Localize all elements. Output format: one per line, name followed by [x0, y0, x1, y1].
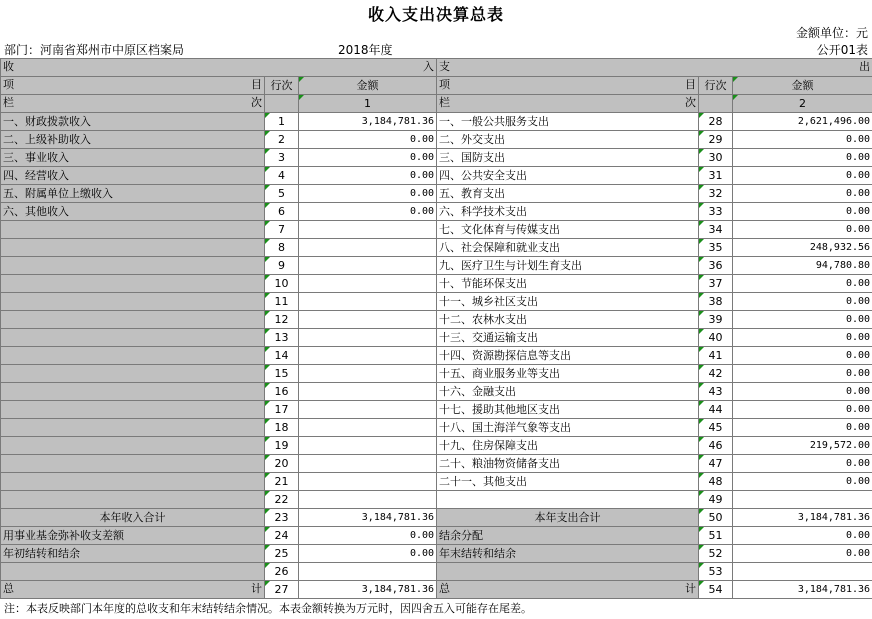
- expense-amount: 3,184,781.36: [733, 509, 872, 527]
- report-year: 2018年度: [338, 43, 393, 57]
- expense-line-no: 37: [699, 275, 733, 293]
- expense-grand-total-label: [437, 581, 699, 599]
- income-header-right: 入: [423, 60, 435, 73]
- income-item-label: [1, 221, 265, 239]
- expense-line-no: 32: [699, 185, 733, 203]
- income-item-label: [1, 293, 265, 311]
- amount-unit: 金额单位：元: [795, 26, 868, 40]
- income-line-no: 18: [265, 419, 299, 437]
- item-header-right: 目: [685, 78, 697, 91]
- expense-line-no: 40: [699, 329, 733, 347]
- expense-item-label: 十一、城乡社区支出: [437, 293, 699, 311]
- income-line-no: 3: [265, 149, 299, 167]
- income-item-label: [1, 329, 265, 347]
- income-amount: 0.00: [299, 545, 437, 563]
- income-line-no: 17: [265, 401, 299, 419]
- expense-item-label: 十三、交通运输支出: [437, 329, 699, 347]
- expense-line-no: 44: [699, 401, 733, 419]
- expense-line-no: 48: [699, 473, 733, 491]
- col-label-right: 次: [685, 96, 697, 109]
- expense-item-label: 十七、援助其他地区支出: [437, 401, 699, 419]
- expense-line-no: 34: [699, 221, 733, 239]
- col-label-left: 栏: [439, 96, 451, 109]
- income-total-label: 本年收入合计: [1, 509, 265, 527]
- income-item-label: 二、上级补助收入: [1, 131, 265, 149]
- income-amount: [299, 293, 437, 311]
- expense-item-label: 十八、国土海洋气象等支出: [437, 419, 699, 437]
- expense-amount: 0.00: [733, 419, 872, 437]
- income-line-no: 22: [265, 491, 299, 509]
- expense-item-label: 十二、农林水支出: [437, 311, 699, 329]
- table-row: [1, 149, 872, 167]
- income-item-label: [1, 365, 265, 383]
- expense-amount: 0.00: [733, 527, 872, 545]
- income-item-label: 六、其他收入: [1, 203, 265, 221]
- table-row: [1, 437, 872, 455]
- income-amount: 0.00: [299, 149, 437, 167]
- expense-amount-header: 金额: [733, 77, 872, 95]
- expense-amount: 0.00: [733, 455, 872, 473]
- income-amount: [299, 491, 437, 509]
- header-row-income-expense: [1, 59, 872, 77]
- expense-amount: 0.00: [733, 311, 872, 329]
- expense-amount: 0.00: [733, 365, 872, 383]
- income-item-label: [1, 311, 265, 329]
- table-row: [1, 383, 872, 401]
- income-total-label: 用事业基金弥补收支差额: [1, 527, 265, 545]
- income-amount: [299, 365, 437, 383]
- income-grand-total-label: [1, 581, 265, 599]
- income-line-no: 7: [265, 221, 299, 239]
- expense-amount: 0.00: [733, 149, 872, 167]
- income-line-no: 27: [265, 581, 299, 599]
- income-amount: [299, 257, 437, 275]
- expense-line-no: 36: [699, 257, 733, 275]
- expense-total-label: 年末结转和结余: [437, 545, 699, 563]
- expense-amount: 0.00: [733, 275, 872, 293]
- income-line-no: 9: [265, 257, 299, 275]
- table-row: [1, 221, 872, 239]
- income-amount: [299, 275, 437, 293]
- expense-header: [437, 59, 872, 77]
- income-line-no: 20: [265, 455, 299, 473]
- expense-line-no: 53: [699, 563, 733, 581]
- income-total-label: [1, 563, 265, 581]
- expense-line-no: 39: [699, 311, 733, 329]
- expense-amount: [733, 491, 872, 509]
- income-line-no: 25: [265, 545, 299, 563]
- income-amount: [299, 473, 437, 491]
- expense-amount: 0.00: [733, 401, 872, 419]
- income-amount: [299, 311, 437, 329]
- table-row: [1, 257, 872, 275]
- income-item-label: [1, 401, 265, 419]
- expense-header-left: 支: [439, 60, 451, 73]
- income-line-no: 2: [265, 131, 299, 149]
- income-item-label: [1, 491, 265, 509]
- item-header-right: 目: [251, 78, 262, 91]
- expense-line-no: 54: [699, 581, 733, 599]
- expense-item-label: 十九、住房保障支出: [437, 437, 699, 455]
- expense-line-no: 46: [699, 437, 733, 455]
- table-row: [1, 185, 872, 203]
- income-amount: 3,184,781.36: [299, 113, 437, 131]
- expense-amount: 248,932.56: [733, 239, 872, 257]
- expense-amount: 2,621,496.00: [733, 113, 872, 131]
- expense-item-label: 九、医疗卫生与计划生育支出: [437, 257, 699, 275]
- grand-total-left: 总: [439, 582, 451, 595]
- income-amount: [299, 239, 437, 257]
- expense-item-label: 二十一、其他支出: [437, 473, 699, 491]
- income-line-no: 21: [265, 473, 299, 491]
- income-grand-total-amount: 3,184,781.36: [299, 581, 437, 599]
- expense-amount: 0.00: [733, 131, 872, 149]
- table-row: [1, 455, 872, 473]
- expense-amount: 0.00: [733, 203, 872, 221]
- expense-total-label: 本年支出合计: [437, 509, 699, 527]
- income-col-index-line: [265, 95, 299, 113]
- expense-total-label: 结余分配: [437, 527, 699, 545]
- expense-amount: 0.00: [733, 167, 872, 185]
- expense-line-no: 28: [699, 113, 733, 131]
- income-line-no: 4: [265, 167, 299, 185]
- expense-grand-total-amount: 3,184,781.36: [733, 581, 872, 599]
- expense-col-index: 2: [733, 95, 872, 113]
- income-item-label: [1, 437, 265, 455]
- income-item-label: 四、经营收入: [1, 167, 265, 185]
- item-header-left: 项: [3, 78, 14, 91]
- expense-header-right: 出: [859, 60, 871, 73]
- expense-item-label: 五、教育支出: [437, 185, 699, 203]
- expense-amount: 0.00: [733, 185, 872, 203]
- income-item-label: 三、事业收入: [1, 149, 265, 167]
- table-row: [1, 491, 872, 509]
- income-amount: [299, 401, 437, 419]
- income-item-header: [1, 77, 265, 95]
- table-row: [1, 131, 872, 149]
- income-item-label: [1, 239, 265, 257]
- item-header-left: 项: [439, 78, 451, 91]
- income-line-no: 6: [265, 203, 299, 221]
- table-row: [1, 239, 872, 257]
- table-row: [1, 311, 872, 329]
- expense-item-label: 十五、商业服务业等支出: [437, 365, 699, 383]
- expense-item-label: 十、节能环保支出: [437, 275, 699, 293]
- expense-amount: [733, 563, 872, 581]
- expense-line-no: 33: [699, 203, 733, 221]
- income-amount: [299, 437, 437, 455]
- income-item-label: [1, 455, 265, 473]
- expense-line-no: 43: [699, 383, 733, 401]
- income-amount: [299, 221, 437, 239]
- expense-amount: 0.00: [733, 473, 872, 491]
- income-amount: 0.00: [299, 527, 437, 545]
- table-row: [1, 329, 872, 347]
- income-header-left: 收: [3, 60, 14, 73]
- expense-item-label: 三、国防支出: [437, 149, 699, 167]
- header-row-col-index: [1, 95, 872, 113]
- expense-line-no: 52: [699, 545, 733, 563]
- expense-line-no: 31: [699, 167, 733, 185]
- expense-amount: 0.00: [733, 221, 872, 239]
- income-line-no: 10: [265, 275, 299, 293]
- income-item-label: [1, 383, 265, 401]
- expense-item-label: 八、社会保障和就业支出: [437, 239, 699, 257]
- expense-amount: 219,572.00: [733, 437, 872, 455]
- expense-total-label: [437, 563, 699, 581]
- income-item-label: [1, 473, 265, 491]
- table-row: [1, 419, 872, 437]
- form-code: 公开01表: [816, 43, 868, 57]
- income-line-no: 13: [265, 329, 299, 347]
- income-line-no: 15: [265, 365, 299, 383]
- income-amount: 0.00: [299, 185, 437, 203]
- table-row: [1, 275, 872, 293]
- income-line-no: 1: [265, 113, 299, 131]
- expense-item-label: 二、外交支出: [437, 131, 699, 149]
- expense-amount: 0.00: [733, 347, 872, 365]
- expense-amount: 0.00: [733, 293, 872, 311]
- expense-col-index-line: [699, 95, 733, 113]
- income-line-no: 26: [265, 563, 299, 581]
- expense-line-no: 49: [699, 491, 733, 509]
- expense-col-index-label: [437, 95, 699, 113]
- table-row: [1, 401, 872, 419]
- total-row: [1, 545, 872, 563]
- income-line-no: 8: [265, 239, 299, 257]
- income-amount: [299, 329, 437, 347]
- income-expense-table: [0, 58, 872, 599]
- expense-item-header: [437, 77, 699, 95]
- report-title: 收入支出决算总表: [367, 5, 504, 24]
- table-row: [1, 167, 872, 185]
- grand-total-right: 计: [685, 582, 697, 595]
- expense-item-label: 一、一般公共服务支出: [437, 113, 699, 131]
- expense-amount: 0.00: [733, 545, 872, 563]
- income-amount: 0.00: [299, 131, 437, 149]
- income-item-label: [1, 275, 265, 293]
- expense-line-no: 30: [699, 149, 733, 167]
- total-row: [1, 563, 872, 581]
- income-col-index-label: [1, 95, 265, 113]
- income-amount: [299, 419, 437, 437]
- expense-line-no: 29: [699, 131, 733, 149]
- income-header: [1, 59, 437, 77]
- income-line-no: 5: [265, 185, 299, 203]
- expense-line-no: 38: [699, 293, 733, 311]
- total-row: [1, 527, 872, 545]
- income-line-no: 23: [265, 509, 299, 527]
- total-row: [1, 509, 872, 527]
- income-amount-header: 金额: [299, 77, 437, 95]
- expense-line-no: 50: [699, 509, 733, 527]
- expense-item-label: 六、科学技术支出: [437, 203, 699, 221]
- expense-item-label: 十四、资源勘探信息等支出: [437, 347, 699, 365]
- expense-line-no: 47: [699, 455, 733, 473]
- expense-item-label: 四、公共安全支出: [437, 167, 699, 185]
- income-item-label: [1, 257, 265, 275]
- department-label: 部门：河南省郑州市中原区档案局: [4, 43, 185, 57]
- income-amount: [299, 563, 437, 581]
- table-row: [1, 113, 872, 131]
- table-row: [1, 365, 872, 383]
- header-row-columns: [1, 77, 872, 95]
- expense-amount: 0.00: [733, 383, 872, 401]
- expense-item-label: [437, 491, 699, 509]
- table-row: [1, 293, 872, 311]
- expense-line-header: 行次: [699, 77, 733, 95]
- income-item-label: [1, 347, 265, 365]
- expense-line-no: 42: [699, 365, 733, 383]
- income-col-index: 1: [299, 95, 437, 113]
- income-amount: [299, 347, 437, 365]
- expense-item-label: 二十、粮油物资储备支出: [437, 455, 699, 473]
- income-total-label: 年初结转和结余: [1, 545, 265, 563]
- grand-total-left: 总: [3, 582, 14, 595]
- expense-item-label: 十六、金融支出: [437, 383, 699, 401]
- grand-total-right: 计: [251, 582, 262, 595]
- income-amount: 0.00: [299, 167, 437, 185]
- expense-line-no: 51: [699, 527, 733, 545]
- expense-item-label: 七、文化体育与传媒支出: [437, 221, 699, 239]
- income-line-no: 14: [265, 347, 299, 365]
- income-amount: 0.00: [299, 203, 437, 221]
- income-item-label: [1, 419, 265, 437]
- expense-line-no: 45: [699, 419, 733, 437]
- income-item-label: 五、附属单位上缴收入: [1, 185, 265, 203]
- expense-amount: 0.00: [733, 329, 872, 347]
- income-amount: 3,184,781.36: [299, 509, 437, 527]
- income-item-label: 一、财政拨款收入: [1, 113, 265, 131]
- income-line-no: 16: [265, 383, 299, 401]
- expense-amount: 94,780.80: [733, 257, 872, 275]
- table-row: [1, 203, 872, 221]
- expense-line-no: 35: [699, 239, 733, 257]
- income-line-header: 行次: [265, 77, 299, 95]
- table-row: [1, 347, 872, 365]
- col-label-left: 栏: [3, 96, 14, 109]
- table-row: [1, 473, 872, 491]
- income-line-no: 24: [265, 527, 299, 545]
- income-amount: [299, 455, 437, 473]
- income-line-no: 11: [265, 293, 299, 311]
- footnote: 注：本表反映部门本年度的总收支和年末结转结余情况。本表金额转换为万元时，因四舍五入可能存在尾差。: [4, 602, 532, 615]
- income-line-no: 12: [265, 311, 299, 329]
- expense-line-no: 41: [699, 347, 733, 365]
- col-label-right: 次: [251, 96, 262, 109]
- grand-total-row: [1, 581, 872, 599]
- income-line-no: 19: [265, 437, 299, 455]
- income-amount: [299, 383, 437, 401]
